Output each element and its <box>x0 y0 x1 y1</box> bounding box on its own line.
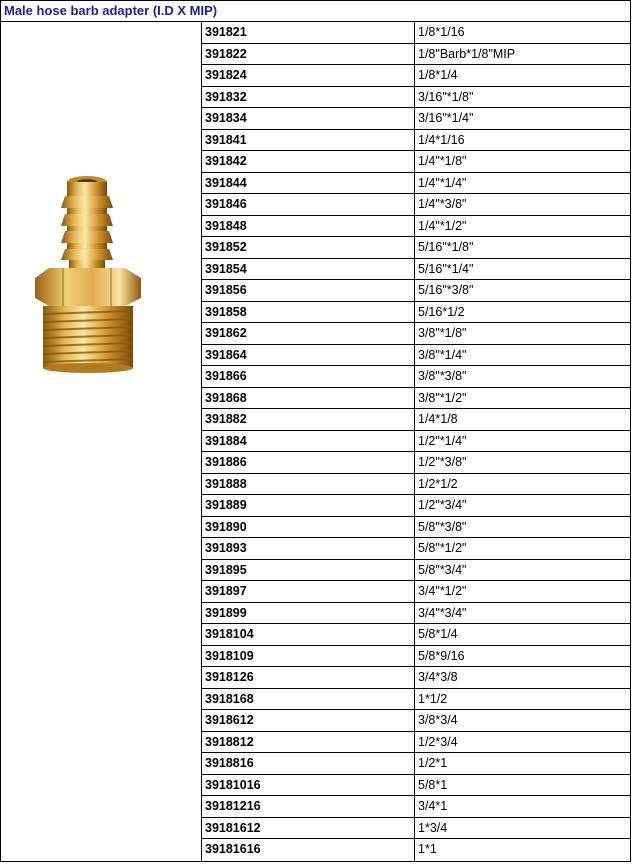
product-size: 1*3/4 <box>418 820 448 835</box>
product-code: 391821 <box>202 22 415 43</box>
table-row <box>202 259 630 281</box>
product-size: 5/16*1/2 <box>418 304 465 319</box>
product-code: 391888 <box>202 474 415 495</box>
product-size: 1/8*1/16 <box>418 25 465 39</box>
product-code: 391824 <box>202 65 415 86</box>
table-row <box>202 130 630 152</box>
product-code: 3918126 <box>202 667 415 688</box>
table-row <box>202 517 630 539</box>
table-row <box>202 409 630 431</box>
product-code: 391854 <box>202 259 415 280</box>
product-code: 391858 <box>202 302 415 323</box>
table-row <box>202 22 630 44</box>
product-code: 391844 <box>202 173 415 194</box>
table-row <box>202 44 630 66</box>
product-size: 1/2*1 <box>418 756 448 770</box>
product-size: 5/8*9/16 <box>418 648 465 663</box>
table-row <box>202 689 630 711</box>
product-size: 1/4"*3/8" <box>418 197 467 211</box>
product-code: 391889 <box>202 495 415 516</box>
sheet-title: Male hose barb adapter (I.D X MIP) <box>4 3 218 18</box>
table-row <box>202 624 630 646</box>
product-code: 39181016 <box>202 775 415 796</box>
product-size: 1/8*1/4 <box>418 68 458 82</box>
product-code: 391856 <box>202 280 415 301</box>
product-size: 5/8*1/4 <box>418 627 458 641</box>
table-row <box>202 646 630 668</box>
table-row <box>202 753 630 775</box>
product-code: 3918104 <box>202 624 415 645</box>
product-size: 3/8"*1/4" <box>418 347 467 362</box>
product-size: 5/16"*3/8" <box>418 283 474 297</box>
table-row <box>202 667 630 689</box>
product-code: 391841 <box>202 130 415 151</box>
table-row <box>202 710 630 732</box>
table-row <box>202 345 630 367</box>
product-code: 391842 <box>202 151 415 172</box>
product-code: 391822 <box>202 44 415 65</box>
product-code: 391882 <box>202 409 415 430</box>
product-code: 391852 <box>202 237 415 258</box>
product-code: 391848 <box>202 216 415 237</box>
product-code: 391862 <box>202 323 415 344</box>
product-code: 3918109 <box>202 646 415 667</box>
product-size: 5/8"*3/4" <box>418 562 467 577</box>
product-size: 1/4*1/8 <box>418 412 458 426</box>
table-row <box>202 87 630 109</box>
product-code: 391884 <box>202 431 415 452</box>
product-size: 1*1 <box>418 842 437 856</box>
product-code: 391886 <box>202 452 415 473</box>
title-row <box>1 1 630 22</box>
table-row <box>202 366 630 388</box>
table-row <box>202 603 630 625</box>
product-size: 5/16"*1/4" <box>418 261 474 276</box>
product-code: 391895 <box>202 560 415 581</box>
product-code: 39181616 <box>202 839 415 861</box>
product-code: 391868 <box>202 388 415 409</box>
table-row <box>202 216 630 238</box>
brass-hose-barb-image <box>29 174 147 374</box>
table-row <box>202 538 630 560</box>
table-row <box>202 323 630 345</box>
product-size: 3/8"*3/8" <box>418 369 467 383</box>
product-code: 3918812 <box>202 732 415 753</box>
product-size: 3/4*1 <box>418 799 448 813</box>
product-size: 3/8"*1/2" <box>418 390 467 405</box>
product-size: 3/8*3/4 <box>418 713 458 727</box>
table-row <box>202 775 630 797</box>
product-code: 391890 <box>202 517 415 538</box>
product-size: 1/8"Barb*1/8"MIP <box>418 46 516 61</box>
product-size: 3/4"*1/2" <box>418 584 467 598</box>
table-row <box>202 581 630 603</box>
product-size: 1/2"*3/4" <box>418 498 467 512</box>
table-row <box>202 732 630 754</box>
table-row <box>202 560 630 582</box>
product-size: 1/4*1/16 <box>418 132 465 147</box>
product-size: 3/16"*1/4" <box>418 111 474 125</box>
product-size: 1/4"*1/8" <box>418 154 467 168</box>
table-row <box>202 796 630 818</box>
product-size: 3/16"*1/8" <box>418 89 474 104</box>
table-row <box>202 839 630 861</box>
table-row <box>202 474 630 496</box>
product-code: 3918168 <box>202 689 415 710</box>
product-code: 391893 <box>202 538 415 559</box>
table-row <box>202 818 630 840</box>
table-row <box>202 237 630 259</box>
table-row <box>202 194 630 216</box>
product-size: 3/4*3/8 <box>418 670 458 684</box>
product-size: 1/2*1/2 <box>418 476 458 491</box>
product-code: 391834 <box>202 108 415 129</box>
product-size: 5/8*1 <box>418 777 448 792</box>
table-row <box>202 151 630 173</box>
table-row <box>202 173 630 195</box>
product-code: 391866 <box>202 366 415 387</box>
product-size: 1/4"*1/2" <box>418 218 467 233</box>
product-size: 5/8"*1/2" <box>418 541 467 555</box>
product-code: 391897 <box>202 581 415 602</box>
product-code: 3918612 <box>202 710 415 731</box>
product-code: 391864 <box>202 345 415 366</box>
product-size: 5/8"*3/8" <box>418 519 467 534</box>
product-size: 1/2"*3/8" <box>418 455 467 469</box>
product-code: 39181612 <box>202 818 415 839</box>
product-size: 1/4"*1/4" <box>418 175 467 190</box>
product-code: 391832 <box>202 87 415 108</box>
table-row <box>202 495 630 517</box>
product-table <box>202 22 630 861</box>
table-row <box>202 108 630 130</box>
product-code: 3918816 <box>202 753 415 774</box>
table-row <box>202 388 630 410</box>
product-size: 3/4"*3/4" <box>418 605 467 620</box>
product-size: 1/2"*1/4" <box>418 433 467 448</box>
product-size: 1/2*3/4 <box>418 734 458 749</box>
product-code: 39181216 <box>202 796 415 817</box>
table-row <box>202 280 630 302</box>
product-code: 391899 <box>202 603 415 624</box>
product-size: 3/8"*1/8" <box>418 326 467 340</box>
image-cell <box>1 22 202 861</box>
table-row <box>202 65 630 87</box>
product-size: 1*1/2 <box>418 691 448 706</box>
product-size: 5/16"*1/8" <box>418 240 474 254</box>
table-row <box>202 431 630 453</box>
table-row <box>202 302 630 324</box>
product-code: 391846 <box>202 194 415 215</box>
table-row <box>202 452 630 474</box>
